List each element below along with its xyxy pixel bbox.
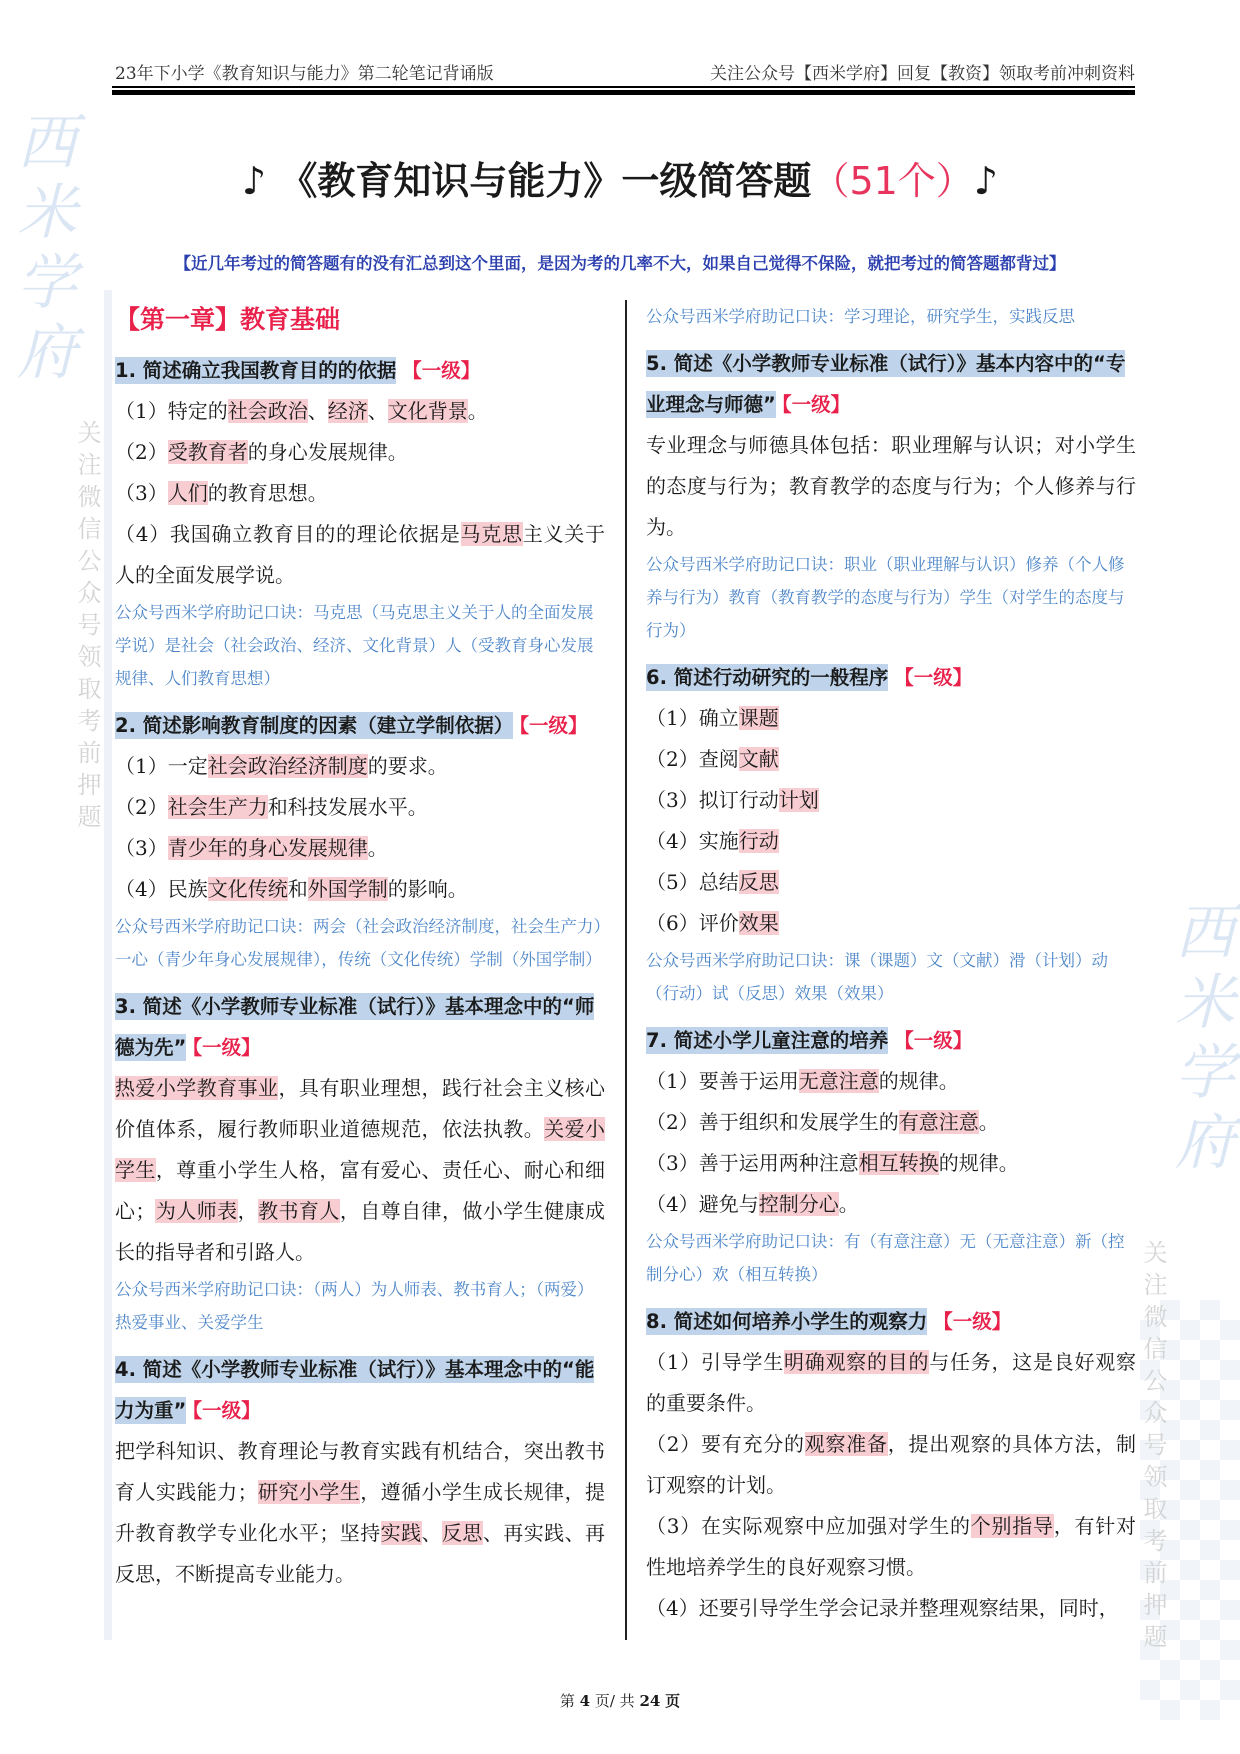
question-title: 5. 简述《小学教师专业标准（试行）》基本内容中的“专业理念与师德” [646,352,1126,416]
page-total: 24 [639,1692,661,1710]
text-segment: （4）民族 [115,877,208,901]
text-segment: （5）总结 [646,870,739,894]
page-title [0,150,1240,205]
level-badge: 【一级】 [192,1036,261,1059]
answer-paragraph [115,828,605,869]
watermark-bar [104,290,112,1640]
text-segment: （1）要善于运用 [646,1069,799,1093]
level-badge: 【一级】 [192,1399,261,1422]
answer-paragraph [115,391,605,432]
text-segment: 、 [421,1521,442,1545]
mnemonic-text: 公众号西米学府助记口诀：两会（社会政治经济制度，社会生产力）一心（青少年身心发展规律），传统（文化传统）学制（外国学制） [115,917,602,969]
text-segment: 的影响。 [387,877,468,901]
highlighted-keyword: 无意注意 [798,1069,879,1093]
mnemonic-text: 公众号西米学府助记口诀：职业（职业理解与认识）修养（个人修养与行为）教育（教育教学的态度与行为）学生（对学生的态度与行为） [646,555,1125,640]
highlighted-keyword: 计划 [778,788,819,812]
text-segment: 。 [838,1192,859,1216]
text-segment: （2）要有充分的 [646,1432,805,1456]
text-segment: （1）确立 [646,706,739,730]
answer-paragraph [646,780,1136,821]
question-title: 4. 简述《小学教师专业标准（试行）》基本理念中的“能力为重” [115,1358,595,1422]
header-left: 23年下小学《教育知识与能力》第二轮笔记背诵版 [115,64,494,84]
highlighted-keyword: 青少年的身心发展规律 [167,836,368,860]
text-segment: （1）特定的 [115,399,228,423]
text-segment: 的教育思想。 [207,481,328,505]
text-segment: ，具有职业理想，践行社会主义核心价值体系，履行教师职业道德规范，依法执教。 [115,1076,606,1141]
text-segment: 与任务，这是良好观察的重要条件。 [646,1350,1137,1415]
footer-text: 页/ 共 [594,1692,635,1710]
text-segment: （4）我国确立教育目的的理论依据是 [115,522,461,546]
question-heading [646,657,1136,698]
text-segment: （3） [115,481,168,505]
question-heading [115,986,605,1068]
text-segment: （4）还要引导学生学会记录并整理观察结果，同时， [646,1596,1119,1620]
level-badge: 【一级】 [894,666,973,689]
answer-paragraph [115,514,605,596]
level-badge: 【一级】 [519,714,588,737]
answer-paragraph [646,1588,1136,1629]
mnemonic-text: 公众号西米学府助记口诀：课（课题）文（文献）滑（计划）动（行动）试（反思）效果（效果） [646,951,1108,1003]
answer-paragraph [115,746,605,787]
right-column [646,300,1136,1629]
answer-paragraph [115,473,605,514]
question-title: 2. 简述影响教育制度的因素（建立学制依据） [115,714,514,737]
highlighted-keyword: 外国学制 [307,877,388,901]
highlighted-keyword: 经济 [327,399,368,423]
question-heading [646,343,1136,425]
page-header [115,58,1135,84]
highlighted-keyword: 效果 [738,911,779,935]
answer-paragraph [646,425,1136,548]
highlighted-keyword: 研究小学生 [257,1480,361,1504]
text-segment: （3） [115,836,168,860]
text-segment: （2）善于组织和发展学生的 [646,1110,899,1134]
mnemonic-text: 公众号西米学府助记口诀：学习理论，研究学生，实践反思 [646,307,1075,326]
highlighted-keyword: 有意注意 [898,1110,979,1134]
text-segment: ，尊重小学生人格，富有爱心、责任心、耐心和细心； [115,1158,606,1223]
text-segment: （1）引导学生 [646,1350,784,1374]
left-column [115,300,605,1595]
answer-paragraph [646,1061,1136,1102]
question-heading [115,1349,605,1431]
highlighted-keyword: 反思 [738,870,779,894]
watermark-checker-pattern [1140,1300,1240,1720]
question-title: 7. 简述小学儿童注意的培养 [646,1029,889,1052]
page-footer [0,1690,1240,1711]
text-segment: （2） [115,795,168,819]
level-badge: 【一级】 [894,1029,973,1052]
text-segment: 、 [307,399,328,423]
question-heading [646,1020,1136,1061]
text-segment: 的规律。 [878,1069,959,1093]
answer-paragraph [646,698,1136,739]
answer-paragraph [646,1506,1136,1588]
text-segment: ，有针对性地培养学生的良好观察习惯。 [646,1514,1137,1579]
highlighted-keyword: 实践 [380,1521,422,1545]
watermark-follow-text: 关注微信公众号 [73,420,101,644]
text-segment: ，遵循小学生成长规律，提升教育教学专业化水平；坚持 [115,1480,606,1545]
highlighted-keyword: 热爱小学教育事业 [115,1076,279,1100]
text-segment: （4）实施 [646,829,739,853]
question-title: 8. 简述如何培养小学生的观察力 [646,1310,928,1333]
text-segment: ，提出观察的具体方法，制订观察的计划。 [646,1432,1137,1497]
answer-paragraph [646,821,1136,862]
question-title: 6. 简述行动研究的一般程序 [646,666,889,689]
text-segment: 、再实践、再反思，不断提高专业能力。 [115,1521,606,1586]
highlighted-keyword: 文化背景 [387,399,468,423]
level-badge: 【一级】 [933,1310,1012,1333]
text-segment: （4）避免与 [646,1192,759,1216]
text-segment: 的身心发展规律。 [247,440,408,464]
notice: 【近几年考过的简答题有的没有汇总到这个里面，是因为考的几率不大，如果自己觉得不保险，就把考过的简答题都背过】 [174,254,1066,273]
text-segment: （6）评价 [646,911,739,935]
answer-paragraph [646,903,1136,944]
highlighted-keyword: 人们 [167,481,208,505]
highlighted-keyword: 教书育人 [258,1199,340,1223]
highlighted-keyword: 为人师表 [155,1199,238,1223]
text-segment: 和科技发展水平。 [267,795,428,819]
music-note-icon: ♪ [241,159,267,203]
answer-paragraph [646,1424,1136,1506]
question-heading [115,705,605,746]
text-segment: （3）拟订行动 [646,788,779,812]
highlighted-keyword: 行动 [738,829,779,853]
highlighted-keyword: 明确观察的目的 [783,1350,930,1374]
highlighted-keyword: 反思 [441,1521,483,1545]
text-segment: 和 [287,877,308,901]
highlighted-keyword: 社会生产力 [167,795,268,819]
highlighted-keyword: 观察准备 [804,1432,888,1456]
text-segment: 把学科知识、教育理论与教育实践有机结合，突出教书育人实践能力； [115,1439,605,1504]
text-segment: 。 [978,1110,999,1134]
highlighted-keyword: 受教育者 [167,440,248,464]
level-badge: 【一级】 [402,359,481,382]
text-segment: 主义关于人的全面发展学说。 [115,522,606,587]
column-divider [625,300,627,1640]
answer-paragraph [646,1102,1136,1143]
question-title: 1. 简述确立我国教育目的的依据 [115,359,397,382]
text-segment: 、 [367,399,388,423]
text-segment: 的规律。 [938,1151,1019,1175]
text-segment: 。 [467,399,488,423]
question-heading [115,350,605,391]
answer-paragraph [115,1431,605,1595]
watermark-brand-right: 西米学府 [1165,900,1235,1180]
footer-text: 第 [559,1692,575,1710]
highlighted-keyword: 社会政治经济制度 [207,754,368,778]
text-segment: 的要求。 [367,754,448,778]
highlighted-keyword: 社会政治 [227,399,308,423]
highlighted-keyword: 关爱小学生 [115,1117,606,1182]
level-badge: 【一级】 [781,393,851,416]
watermark-follow [74,420,100,836]
highlighted-keyword: 文献 [738,747,779,771]
answer-paragraph [646,1342,1136,1424]
answer-paragraph [646,1143,1136,1184]
text-segment: （3）在实际观察中应加强对学生的 [646,1514,971,1538]
text-segment: （2） [115,440,168,464]
answer-paragraph [115,1068,605,1273]
text-segment: （1）一定 [115,754,208,778]
question-heading [646,1301,1136,1342]
answer-paragraph [646,739,1136,780]
highlighted-keyword: 文化传统 [207,877,288,901]
text-segment: ， [237,1199,259,1223]
text-segment: ，自尊自律，做小学生健康成长的指导者和引路人。 [115,1199,606,1264]
question-title: 3. 简述《小学教师专业标准（试行）》基本理念中的“师德为先” [115,995,595,1059]
header-right: 关注公众号【西米学府】回复【教资】领取考前冲刺资料 [710,64,1135,84]
text-segment: 专业理念与师德具体包括：职业理解与认识；对小学生的态度与行为；教育教学的态度与行为；个人修养与行为。 [646,433,1136,539]
highlighted-keyword: 课题 [738,706,779,730]
mnemonic-text: 公众号西米学府助记口诀：（两人）为人师表、教书育人；（两爱）热爱事业、关爱学生 [115,1280,594,1332]
answer-paragraph [115,432,605,473]
answer-paragraph [115,869,605,910]
answer-paragraph [115,787,605,828]
title-main: 《教育知识与能力》一级简答题 [279,159,812,203]
answer-paragraph [646,1184,1136,1225]
chapter-heading: 【第一章】教育基础 [115,305,341,334]
footer-text: 页 [665,1692,681,1710]
highlighted-keyword: 相互转换 [858,1151,939,1175]
watermark-claim-text: 领取考前押题 [1139,1464,1167,1656]
page-number: 4 [579,1692,591,1710]
text-segment: 。 [367,836,388,860]
answer-paragraph [646,862,1136,903]
mnemonic-text: 公众号西米学府助记口诀：有（有意注意）无（无意注意）新（控制分心）欢（相互转换） [646,1232,1125,1284]
highlighted-keyword: 控制分心 [758,1192,839,1216]
watermark-follow-text: 关注微信公众号 [1139,1240,1167,1464]
highlighted-keyword: 马克思 [460,522,523,546]
mnemonic-text: 公众号西米学府助记口诀：马克思（马克思主义关于人的全面发展学说）是社会（社会政治、经济、文化背景）人（受教育身心发展规律、人们教育思想） [115,603,594,688]
music-note-icon: ♪ [973,159,999,203]
header-rule-thick [112,90,1135,95]
watermark-brand: 西米学府 [7,110,77,390]
title-count: （51个） [811,159,974,203]
text-segment: （2）查阅 [646,747,739,771]
header-rule [112,86,1135,88]
text-segment: （3）善于运用两种注意 [646,1151,859,1175]
highlighted-keyword: 个别指导 [970,1514,1054,1538]
watermark-claim-text: 领取考前押题 [73,644,101,836]
